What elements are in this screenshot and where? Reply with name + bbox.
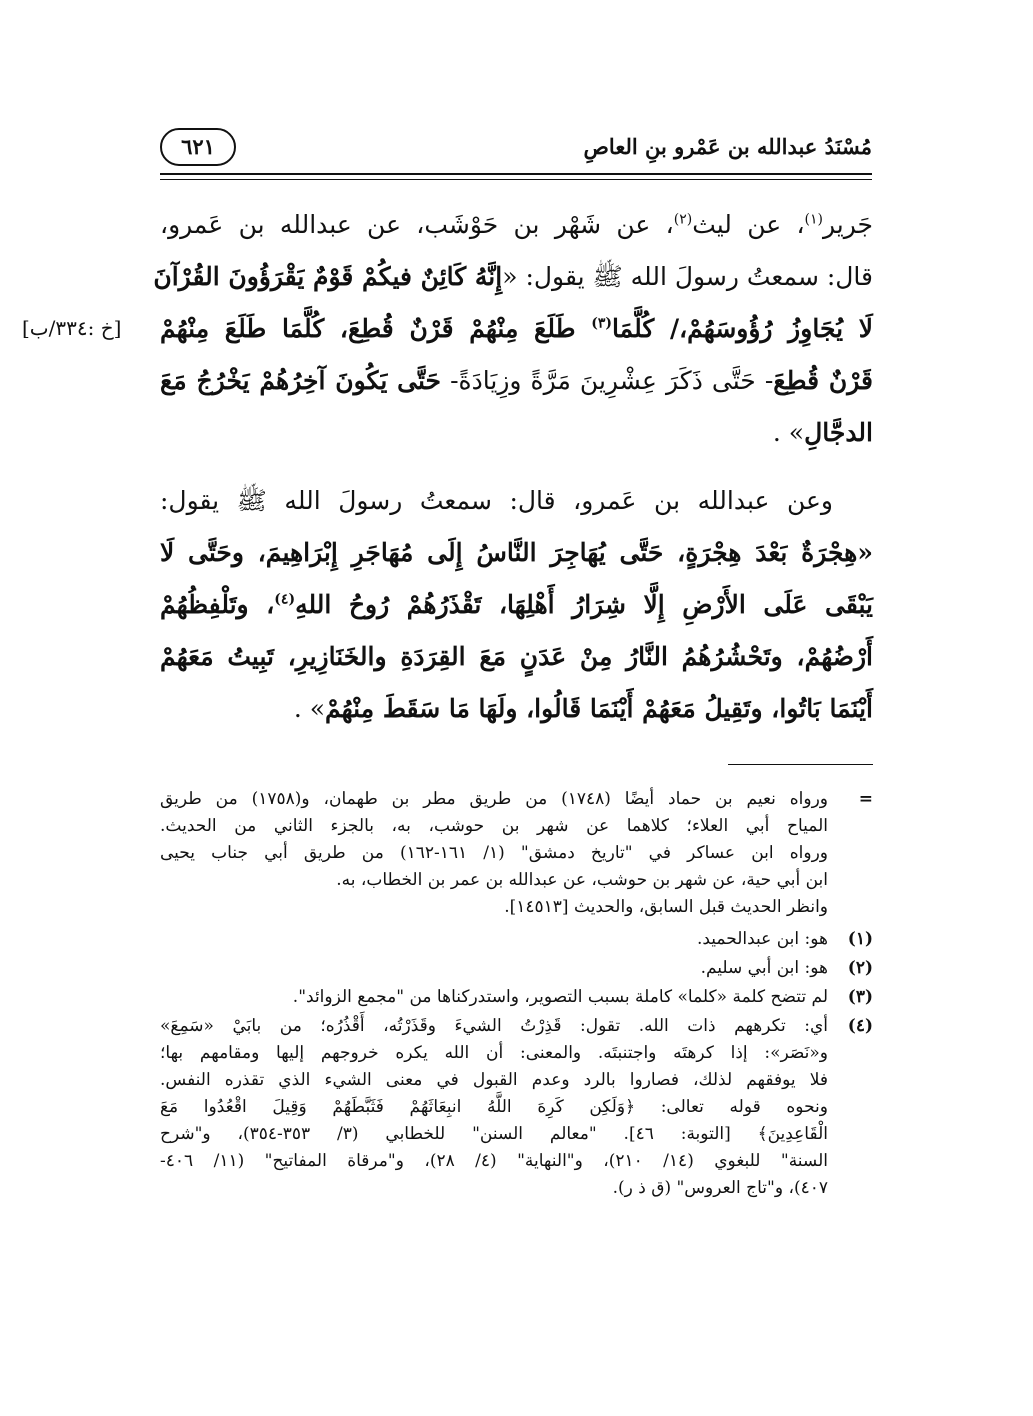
footnote-cont-line: المياح أبي العلاء؛ كلاهما عن شهر بن حوشب، به، بالجزء الثاني من الحديث. [160, 816, 828, 836]
footnote-2: هو: ابن أبي سليم. [700, 958, 828, 978]
footnote-ref-1[interactable]: (١) [804, 211, 823, 228]
hadith-matn: الدجَّالِ [804, 418, 873, 447]
page-number: ٦٢١ [160, 128, 236, 166]
hadith1-line-5 [773, 414, 873, 452]
footnote-2-marker: (٢) [847, 958, 873, 978]
hadith-matn: طَلَعَ مِنْهُمْ قَرْنٌ قُطِعَ، كُلَّمَا طَلَعَ مِنْهُمْ [160, 314, 592, 343]
footnote-ref-2[interactable]: (٢) [673, 211, 693, 228]
footnote-ref-3[interactable]: (٣) [591, 315, 613, 332]
hadith1-line-2 [153, 258, 873, 296]
footnote-4-line: فلا يوفقهم لذلك، فصاروا بالرد وعدم القبول في معنى الشيء الذي تقذره النفس. [160, 1070, 828, 1090]
footnote-4-line: الْقَاعِدِينَ﴾ [التوبة: ٤٦]. "معالم السنن" للخطابي (٣/ ٣٥٣-٣٥٤)، و"شرح [160, 1124, 828, 1144]
hadith-matn: أَرْضُهُمْ، وتَحْشُرُهُمُ النَّارُ مِنْ عَدَنٍ مَعَ القِرَدَةِ والخَنَازِيرِ، تَبِيتُ مَعَهُمْ [160, 642, 873, 671]
running-head: مُسْنَدُ عبدالله بن عَمْرو بنِ العاصِ [583, 134, 872, 159]
hadith2-line-5 [294, 690, 873, 728]
hadith-matn: هِجْرَةٌ بَعْدَ هِجْرَةٍ، حَتَّى يُهَاجِرَ النَّاسُ إِلَى مُهَاجَرِ إِبْرَاهِيمَ، وحَتَّى لَا [160, 538, 858, 567]
narrator-aside: - حَتَّى ذَكَرَ عِشْرِينَ مَرَّةً وزِيَادَةً- [440, 366, 774, 395]
text-run: وعن عبدالله بن عَمرو، قال: سمعتُ رسولَ الله ﷺ يقول: [160, 486, 833, 515]
hadith-matn: أَيْنَمَا بَاتُوا، وتَقِيلُ مَعَهُمْ أَيْنَمَا قَالُوا، ولَهَا مَا سَقَطَ مِنْهُمْ [325, 694, 873, 723]
hadith2-line-3 [160, 586, 873, 624]
footnote-cont-line: ابن أبي حية، عن شهر بن حوشب، عن عبدالله بن عمر بن الخطاب، به. [336, 870, 828, 890]
hadith-matn: لَا يُجَاوِزُ رُؤُوسَهُمْ،/ كُلَّمَا [612, 314, 873, 343]
footnote-4-line: السنة" للبغوي (١٤/ ٢١٠)، و"النهاية" (٤/ ٢٨)، و"مرقاة المفاتيح" (١١/ ٤٠٦- [160, 1151, 829, 1171]
text-run: قال: سمعتُ رسولَ الله ﷺ يقول: « [502, 262, 873, 291]
footnote-1-marker: (١) [847, 929, 873, 949]
footnote-ref-4[interactable]: (٤) [274, 591, 296, 608]
text-run: جَرير [823, 210, 873, 239]
hadith1-line-4 [160, 362, 873, 400]
hadith-matn: قَرْنٌ قُطِعَ [773, 366, 873, 395]
text-run: ، عن شَهْر بن حَوْشَب، عن عبدالله بن عَمرو، [160, 210, 674, 239]
hadith2-line-1 [160, 482, 833, 520]
header-rule-thin [160, 179, 872, 180]
hadith1-line-3 [160, 310, 873, 348]
footnote-1: هو: ابن عبدالحميد. [696, 929, 828, 949]
footnote-4-line: ٤٠٧)، و"تاج العروس" (ق ذ ر). [612, 1178, 828, 1198]
footnote-4-line: ونحوه قوله تعالى: ﴿وَلَكِن كَرِهَ اللَّهُ انبِعَاثَهُمْ فَثَبَّطَهُمْ وَقِيلَ اقْعُدُوا مَعَ [160, 1097, 828, 1117]
hadith-matn: يَبْقَى عَلَى الأَرْضِ إِلَّا شِرَارُ أَهْلِهَا، تَقْذَرُهُمْ رُوحُ اللهِ [295, 590, 873, 619]
footnote-continuation-marker: = [858, 789, 873, 809]
hadith1-line-1 [160, 206, 873, 244]
hadith2-line-4 [160, 638, 873, 676]
footnote-cont-line: وانظر الحديث قبل السابق، والحديث [١٤٥١٣]. [504, 897, 828, 917]
footnote-cont-line: ورواه نعيم بن حماد أيضًا (١٧٤٨) من طريق مطر بن طهمان، و(١٧٥٨) من طريق [160, 789, 829, 809]
footnote-4-marker: (٤) [847, 1016, 873, 1036]
footnote-separator [728, 764, 873, 765]
footnote-3-marker: (٣) [847, 987, 873, 1007]
hadith2-line-2 [160, 534, 873, 572]
header-rule-thick [160, 173, 872, 175]
hadith-matn: حَتَّى يَكُونَ آخِرُهُمْ يَخْرُجُ مَعَ [160, 366, 441, 395]
manuscript-margin-note: [خ :٣٣٤/ب] [22, 316, 122, 340]
footnote-4-line: و«نَصَر»: إذا كرهتَه واجتنبتَه. والمعنى: أن الله يكره خروجهم إليها ومقامهم بها؛ [160, 1043, 828, 1063]
hadith-matn: ، وتَلْفِظُهُمْ [160, 590, 275, 619]
page-header [160, 128, 872, 178]
text-run: « [857, 538, 873, 567]
text-run: » . [293, 694, 326, 723]
hadith-matn: إِنَّهُ كَائِنٌ فيكُمْ قَوْمٌ يَقْرَؤُونَ القُرْآنَ [153, 262, 503, 291]
footnote-cont-line: ورواه ابن عساكر في "تاريخ دمشق" (١/ ١٦١-١٦٢) من طريق أبي جناب يحيى [160, 843, 828, 863]
footnote-4-line: أي: تكرههم ذات الله. تقول: قَذِرْتُ الشيءَ وقَذَرْتُه، أَقْذُرُه؛ من بابَيْ «سَمِعَ» [160, 1016, 828, 1036]
footnote-3: لم تتضح كلمة «كلما» كاملة بسبب التصوير، واستدركناها من "مجمع الزوائد". [292, 987, 828, 1007]
text-run: » . [772, 418, 805, 447]
text-run: ، عن ليث [692, 210, 805, 239]
